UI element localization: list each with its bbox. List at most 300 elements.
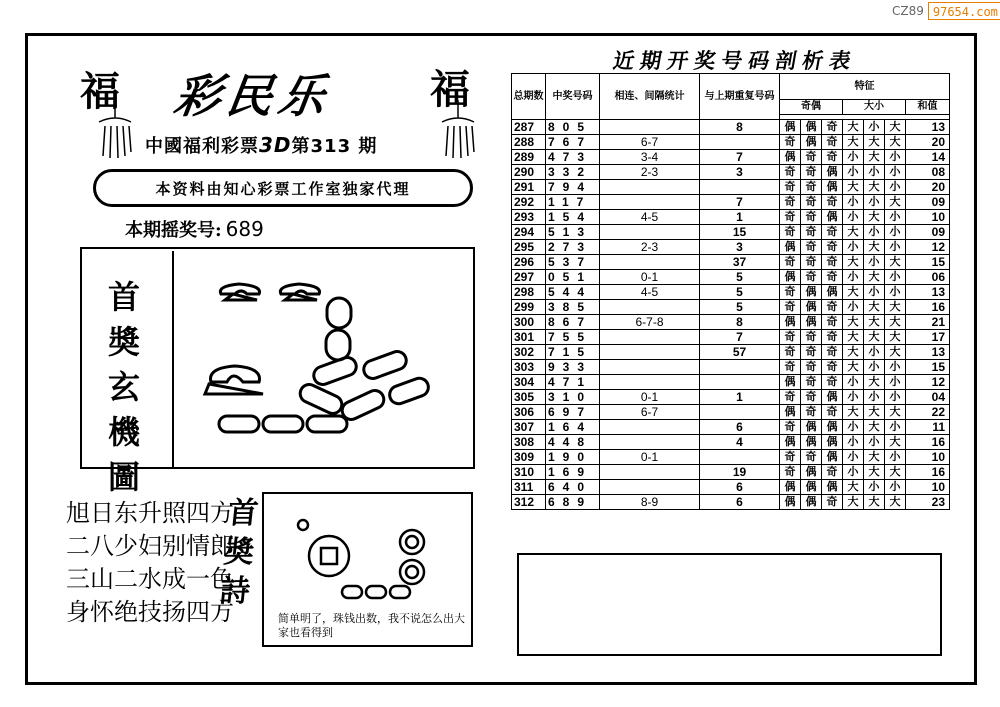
odd-even-cell: 奇 [801, 180, 822, 195]
odd-even-cell: 奇 [801, 360, 822, 375]
repeat-cell: 19 [700, 465, 780, 480]
odd-even-cell: 奇 [822, 360, 843, 375]
odd-even-cell: 偶 [801, 285, 822, 300]
adjacent-cell: 2-3 [600, 240, 700, 255]
digits-cell: 715 [546, 345, 600, 360]
adjacent-cell [600, 420, 700, 435]
adjacent-cell: 4-5 [600, 210, 700, 225]
odd-even-cell: 奇 [780, 420, 801, 435]
table-row [512, 240, 950, 255]
ingot-icon [220, 284, 259, 300]
adjacent-cell [600, 225, 700, 240]
table-row [512, 450, 950, 465]
odd-even-cell: 偶 [801, 465, 822, 480]
adjacent-cell [600, 255, 700, 270]
repeat-cell: 7 [700, 195, 780, 210]
issue-cell: 309 [512, 450, 546, 465]
big-small-cell: 大 [885, 300, 906, 315]
big-small-cell: 小 [864, 195, 885, 210]
odd-even-cell: 奇 [801, 255, 822, 270]
adjacent-cell: 0-1 [600, 450, 700, 465]
sum-cell: 23 [906, 495, 950, 510]
col-issue: 总期数 [512, 74, 546, 120]
repeat-cell [700, 405, 780, 420]
repeat-cell [700, 135, 780, 150]
big-small-cell: 小 [864, 120, 885, 135]
sum-cell: 15 [906, 255, 950, 270]
odd-even-cell: 偶 [780, 405, 801, 420]
fu-char-right: 福 [430, 66, 470, 113]
odd-even-cell: 奇 [780, 330, 801, 345]
big-small-cell: 小 [843, 450, 864, 465]
issue-cell: 305 [512, 390, 546, 405]
sum-cell: 14 [906, 150, 950, 165]
big-small-cell: 小 [885, 150, 906, 165]
issue-cell: 303 [512, 360, 546, 375]
pearl-icon [263, 416, 303, 432]
sum-cell: 15 [906, 360, 950, 375]
repeat-cell [700, 450, 780, 465]
odd-even-cell: 奇 [822, 225, 843, 240]
adjacent-cell [600, 345, 700, 360]
repeat-cell: 15 [700, 225, 780, 240]
issue-cell: 292 [512, 195, 546, 210]
table-row [512, 435, 950, 450]
repeat-cell: 5 [700, 270, 780, 285]
sum-cell: 09 [906, 195, 950, 210]
table-row [512, 360, 950, 375]
table-row [512, 135, 950, 150]
pearl-icon [387, 376, 431, 407]
lantern-left-icon [85, 100, 145, 160]
odd-even-cell: 奇 [822, 195, 843, 210]
odd-even-cell: 奇 [780, 390, 801, 405]
odd-even-cell: 偶 [780, 270, 801, 285]
repeat-cell: 4 [700, 435, 780, 450]
big-small-cell: 小 [885, 420, 906, 435]
issue-prefix: 中國福利彩票 [145, 136, 259, 157]
big-small-cell: 小 [843, 240, 864, 255]
odd-even-cell: 奇 [780, 450, 801, 465]
col-odd-even: 奇偶 [780, 100, 843, 115]
big-small-cell: 大 [885, 120, 906, 135]
big-small-cell: 大 [864, 450, 885, 465]
table-row [512, 495, 950, 510]
pearl-icon [219, 416, 259, 432]
issue-cell: 302 [512, 345, 546, 360]
pearl-icon [327, 298, 351, 328]
digits-cell: 051 [546, 270, 600, 285]
big-small-cell: 大 [885, 345, 906, 360]
big-small-cell: 大 [864, 150, 885, 165]
sum-cell: 11 [906, 420, 950, 435]
odd-even-cell: 奇 [822, 240, 843, 255]
issue-cell: 306 [512, 405, 546, 420]
sum-cell: 06 [906, 270, 950, 285]
sum-cell: 16 [906, 435, 950, 450]
riddle-picture [177, 254, 467, 464]
issue-cell: 299 [512, 300, 546, 315]
adjacent-cell: 6-7 [600, 405, 700, 420]
table-row [512, 465, 950, 480]
sum-cell: 20 [906, 180, 950, 195]
odd-even-cell: 奇 [801, 240, 822, 255]
big-small-cell: 小 [843, 390, 864, 405]
issue-cell: 298 [512, 285, 546, 300]
issue-cell: 290 [512, 165, 546, 180]
big-small-cell: 小 [843, 435, 864, 450]
odd-even-cell: 奇 [780, 195, 801, 210]
big-small-cell: 大 [843, 315, 864, 330]
odd-even-cell: 奇 [822, 495, 843, 510]
dot-icon [298, 520, 308, 530]
odd-even-cell: 偶 [801, 120, 822, 135]
history-table [511, 73, 950, 510]
odd-even-cell: 偶 [780, 150, 801, 165]
issue-cell: 295 [512, 240, 546, 255]
odd-even-cell: 奇 [801, 210, 822, 225]
digits-cell: 755 [546, 330, 600, 345]
big-small-cell: 大 [864, 135, 885, 150]
coin-icon [400, 530, 424, 554]
big-small-cell: 大 [843, 345, 864, 360]
odd-even-cell: 奇 [780, 465, 801, 480]
ingot-icon [205, 366, 263, 394]
odd-even-cell: 偶 [801, 435, 822, 450]
sum-cell: 12 [906, 375, 950, 390]
coin-icon [400, 560, 424, 584]
repeat-cell: 6 [700, 480, 780, 495]
odd-even-cell: 奇 [780, 180, 801, 195]
odd-even-cell: 奇 [780, 360, 801, 375]
big-small-cell: 大 [885, 405, 906, 420]
issue-cell: 311 [512, 480, 546, 495]
table-row [512, 225, 950, 240]
poem-line: 旭日东升照四方 [66, 499, 234, 527]
big-small-cell: 小 [843, 300, 864, 315]
big-small-cell: 小 [885, 180, 906, 195]
big-small-cell: 小 [864, 255, 885, 270]
draw-number: 689 [225, 217, 264, 241]
big-small-cell: 小 [885, 450, 906, 465]
big-small-cell: 大 [885, 195, 906, 210]
repeat-cell: 1 [700, 390, 780, 405]
repeat-cell: 57 [700, 345, 780, 360]
odd-even-cell: 奇 [780, 300, 801, 315]
big-small-cell: 小 [864, 285, 885, 300]
odd-even-cell: 偶 [780, 480, 801, 495]
adjacent-cell: 6-7-8 [600, 315, 700, 330]
odd-even-cell: 偶 [822, 420, 843, 435]
odd-even-cell: 偶 [801, 135, 822, 150]
digits-cell: 154 [546, 210, 600, 225]
big-small-cell: 大 [885, 330, 906, 345]
digits-cell: 689 [546, 495, 600, 510]
history-rows [512, 120, 950, 510]
adjacent-cell: 4-5 [600, 285, 700, 300]
odd-even-cell: 奇 [822, 135, 843, 150]
odd-even-cell: 偶 [822, 210, 843, 225]
odd-even-cell: 偶 [822, 480, 843, 495]
adjacent-cell: 3-4 [600, 150, 700, 165]
big-small-cell: 小 [885, 480, 906, 495]
digits-cell: 273 [546, 240, 600, 255]
hint-text: 简单明了，珠钱出数，我不说怎么出大家也看得到 [278, 612, 465, 639]
odd-even-cell: 奇 [780, 135, 801, 150]
pearl-icon [366, 586, 386, 598]
big-small-cell: 小 [864, 390, 885, 405]
col-repeat: 与上期重复号码 [700, 74, 780, 120]
issue-cell: 289 [512, 150, 546, 165]
digits-cell: 697 [546, 405, 600, 420]
table-row [512, 480, 950, 495]
odd-even-cell: 偶 [780, 240, 801, 255]
digits-cell: 537 [546, 255, 600, 270]
issue-cell: 304 [512, 375, 546, 390]
odd-even-cell: 奇 [822, 345, 843, 360]
vertical-char: 詩 [218, 574, 252, 609]
col-big-small: 大小 [843, 100, 906, 115]
digits-cell: 448 [546, 435, 600, 450]
table-row [512, 150, 950, 165]
big-small-cell: 小 [843, 165, 864, 180]
digits-cell: 164 [546, 420, 600, 435]
odd-even-cell: 奇 [780, 255, 801, 270]
blank-notes-box [517, 553, 942, 656]
odd-even-cell: 偶 [822, 435, 843, 450]
sum-cell: 16 [906, 465, 950, 480]
big-small-cell: 小 [843, 150, 864, 165]
digits-cell: 332 [546, 165, 600, 180]
digits-cell: 933 [546, 360, 600, 375]
pearl-icon [326, 330, 350, 360]
repeat-cell [700, 360, 780, 375]
col-sum: 和值 [906, 100, 950, 115]
riddle-box [80, 247, 475, 496]
big-small-cell: 大 [843, 360, 864, 375]
big-small-cell: 大 [864, 405, 885, 420]
table-row [512, 420, 950, 435]
odd-even-cell: 奇 [801, 195, 822, 210]
big-small-cell: 大 [843, 180, 864, 195]
digits-cell: 385 [546, 300, 600, 315]
odd-even-cell: 偶 [822, 165, 843, 180]
odd-even-cell: 偶 [801, 495, 822, 510]
vertical-char: 機 [107, 413, 140, 451]
repeat-cell: 5 [700, 285, 780, 300]
sum-cell: 13 [906, 120, 950, 135]
odd-even-cell: 奇 [801, 165, 822, 180]
odd-even-cell: 偶 [822, 450, 843, 465]
issue-cell: 297 [512, 270, 546, 285]
odd-even-cell: 奇 [801, 270, 822, 285]
coin-icon [406, 566, 418, 578]
issue-cell: 300 [512, 315, 546, 330]
poem-line: 身怀绝技扬四方 [66, 598, 234, 626]
sum-cell: 13 [906, 285, 950, 300]
big-small-cell: 大 [864, 300, 885, 315]
digits-cell: 544 [546, 285, 600, 300]
table-row [512, 300, 950, 315]
coin-picture [284, 504, 469, 604]
big-small-cell: 大 [864, 210, 885, 225]
big-small-cell: 小 [843, 270, 864, 285]
big-small-cell: 大 [885, 465, 906, 480]
big-small-cell: 小 [885, 225, 906, 240]
pearl-icon [342, 586, 362, 598]
adjacent-cell [600, 360, 700, 375]
big-small-cell: 大 [843, 120, 864, 135]
big-small-cell: 大 [843, 285, 864, 300]
big-small-cell: 大 [864, 375, 885, 390]
odd-even-cell: 奇 [801, 345, 822, 360]
pearl-icon [339, 388, 386, 423]
big-small-cell: 大 [864, 240, 885, 255]
odd-even-cell: 偶 [780, 435, 801, 450]
odd-even-cell: 奇 [822, 150, 843, 165]
sum-cell: 12 [906, 240, 950, 255]
draw-label: 本期摇奖号: [125, 220, 222, 241]
table-row [512, 315, 950, 330]
odd-even-cell: 奇 [780, 165, 801, 180]
sum-cell: 10 [906, 480, 950, 495]
brand-3d: 3D [259, 133, 292, 157]
adjacent-cell [600, 480, 700, 495]
adjacent-cell: 8-9 [600, 495, 700, 510]
adjacent-cell: 2-3 [600, 165, 700, 180]
digits-cell: 190 [546, 450, 600, 465]
big-small-cell: 大 [885, 495, 906, 510]
big-small-cell: 小 [864, 480, 885, 495]
odd-even-cell: 奇 [822, 270, 843, 285]
big-small-cell: 小 [864, 165, 885, 180]
table-row [512, 285, 950, 300]
table-heading: 近期开奖号码剖析表 [611, 48, 859, 73]
adjacent-cell [600, 435, 700, 450]
table-row [512, 375, 950, 390]
fu-char-left: 福 [80, 68, 120, 115]
table-row [512, 405, 950, 420]
odd-even-cell: 奇 [822, 375, 843, 390]
repeat-cell [700, 180, 780, 195]
odd-even-cell: 偶 [801, 300, 822, 315]
big-small-cell: 大 [864, 465, 885, 480]
repeat-cell: 6 [700, 420, 780, 435]
table-row [512, 180, 950, 195]
riddle-divider [172, 251, 174, 467]
big-small-cell: 小 [843, 195, 864, 210]
adjacent-cell [600, 120, 700, 135]
odd-even-cell: 偶 [801, 480, 822, 495]
odd-even-cell: 奇 [801, 450, 822, 465]
big-small-cell: 小 [885, 360, 906, 375]
odd-even-cell: 奇 [822, 465, 843, 480]
big-small-cell: 大 [864, 270, 885, 285]
big-small-cell: 大 [864, 315, 885, 330]
pearl-icon [307, 416, 347, 432]
big-small-cell: 小 [885, 390, 906, 405]
table-row [512, 270, 950, 285]
repeat-cell: 7 [700, 150, 780, 165]
odd-even-cell: 奇 [822, 405, 843, 420]
sum-cell: 16 [906, 300, 950, 315]
big-small-cell: 小 [864, 345, 885, 360]
odd-even-cell: 奇 [801, 375, 822, 390]
draw-number-line [125, 216, 264, 242]
big-small-cell: 大 [843, 255, 864, 270]
big-small-cell: 大 [864, 495, 885, 510]
issue-label: 第313 期 [291, 136, 378, 157]
adjacent-cell [600, 465, 700, 480]
odd-even-cell: 偶 [822, 285, 843, 300]
digits-cell: 310 [546, 390, 600, 405]
repeat-cell: 3 [700, 240, 780, 255]
issue-cell: 310 [512, 465, 546, 480]
big-small-cell: 大 [864, 330, 885, 345]
col-winning: 中奖号码 [546, 74, 600, 120]
big-small-cell: 大 [864, 180, 885, 195]
odd-even-cell: 奇 [801, 405, 822, 420]
big-small-cell: 小 [885, 285, 906, 300]
issue-cell: 293 [512, 210, 546, 225]
table-row [512, 210, 950, 225]
big-small-cell: 小 [885, 375, 906, 390]
prize-poem [66, 497, 234, 629]
digits-cell: 473 [546, 150, 600, 165]
repeat-cell: 3 [700, 165, 780, 180]
odd-even-cell: 偶 [801, 420, 822, 435]
adjacent-cell: 6-7 [600, 135, 700, 150]
big-small-cell: 大 [843, 495, 864, 510]
table-row [512, 120, 950, 135]
digits-cell: 767 [546, 135, 600, 150]
issue-cell: 308 [512, 435, 546, 450]
odd-even-cell: 偶 [822, 390, 843, 405]
vertical-char: 玄 [107, 368, 140, 406]
odd-even-cell: 奇 [822, 315, 843, 330]
repeat-cell [700, 375, 780, 390]
big-small-cell: 大 [843, 330, 864, 345]
repeat-cell: 5 [700, 300, 780, 315]
adjacent-cell: 0-1 [600, 390, 700, 405]
big-small-cell: 大 [885, 255, 906, 270]
adjacent-cell [600, 300, 700, 315]
issue-cell: 287 [512, 120, 546, 135]
repeat-cell: 8 [700, 315, 780, 330]
repeat-cell: 37 [700, 255, 780, 270]
notice-text: 本资料由知心彩票工作室独家代理 [155, 179, 411, 198]
col-features: 特征 [780, 74, 950, 100]
poem-line: 二八少妇别情郎 [66, 532, 234, 560]
odd-even-cell: 偶 [780, 120, 801, 135]
notice-banner [93, 169, 473, 207]
big-small-cell: 小 [843, 465, 864, 480]
site-badge[interactable] [888, 2, 1000, 20]
adjacent-cell [600, 180, 700, 195]
issue-cell: 307 [512, 420, 546, 435]
adjacent-cell [600, 375, 700, 390]
riddle-label [104, 275, 144, 500]
big-small-cell: 大 [864, 420, 885, 435]
site-domain[interactable]: 97654.com [928, 2, 1000, 20]
big-small-cell: 小 [864, 360, 885, 375]
odd-even-cell: 奇 [801, 150, 822, 165]
odd-even-cell: 奇 [780, 285, 801, 300]
sum-cell: 09 [906, 225, 950, 240]
vertical-char: 圖 [107, 458, 140, 496]
digits-cell: 471 [546, 375, 600, 390]
adjacent-cell: 0-1 [600, 270, 700, 285]
